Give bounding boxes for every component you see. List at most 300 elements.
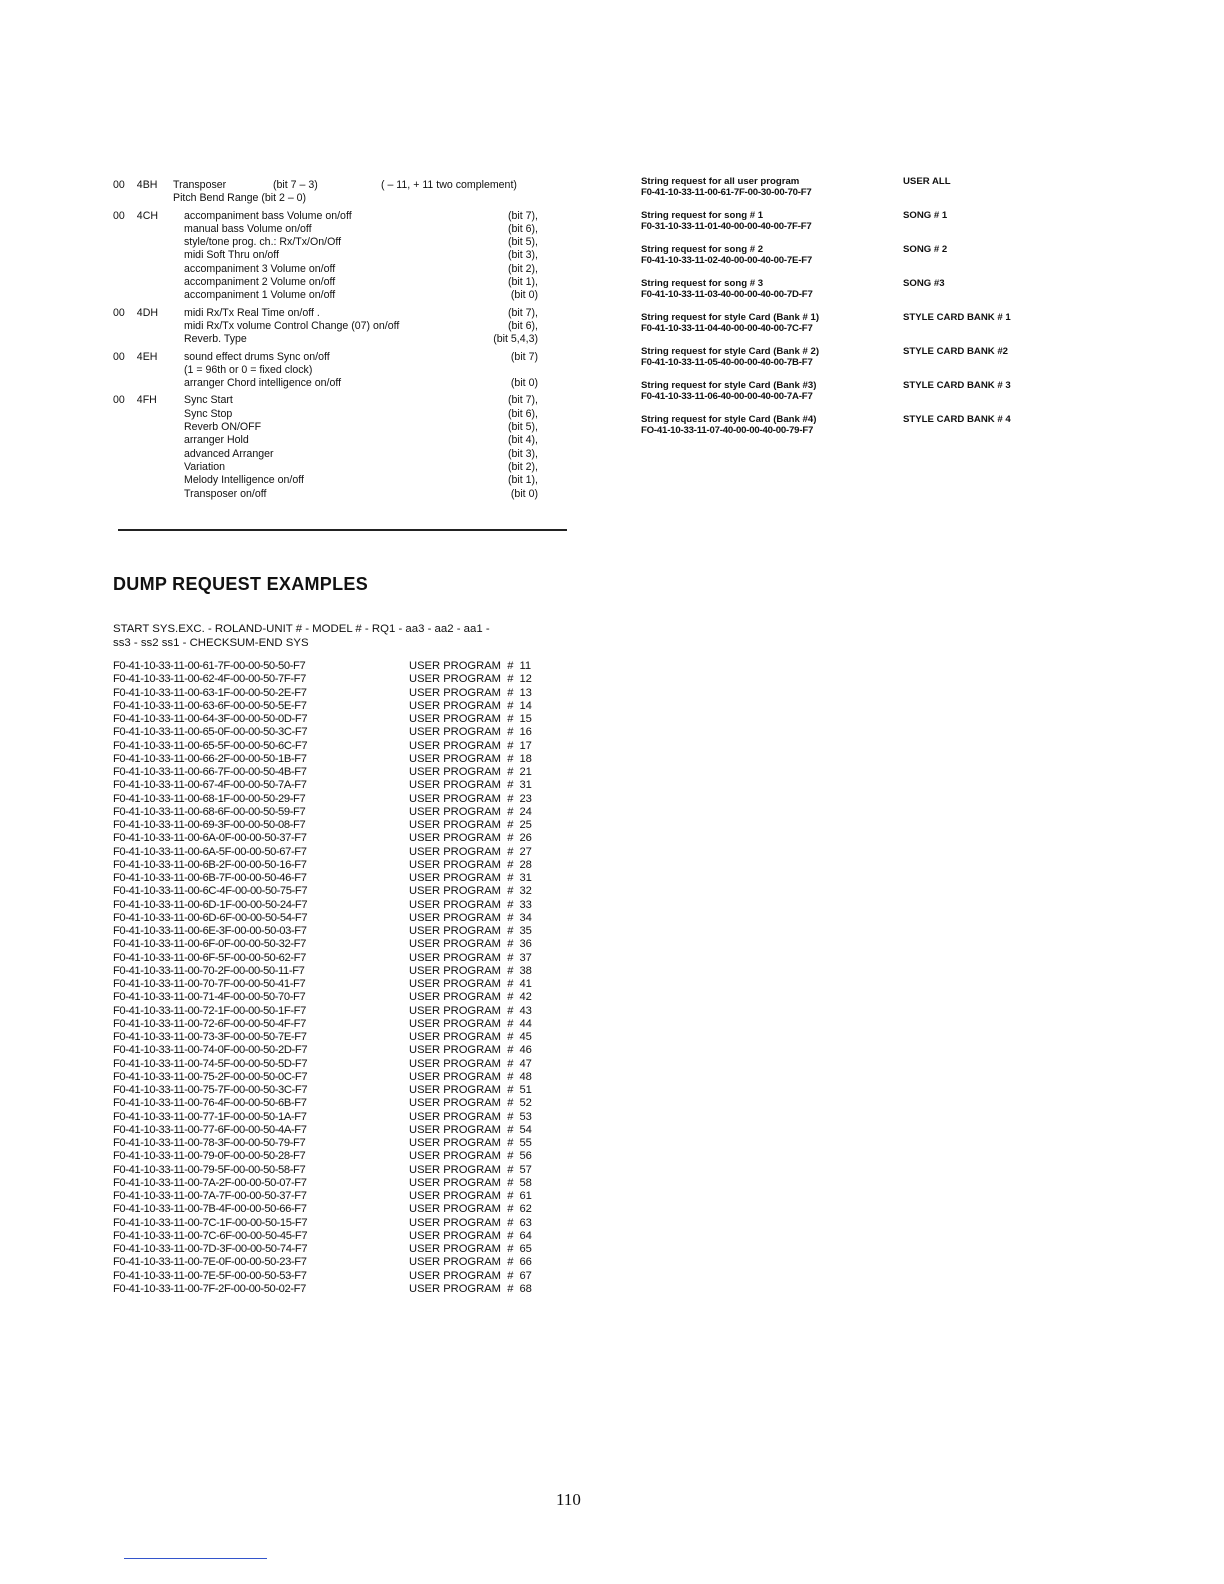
dump-row	[113, 1018, 553, 1031]
dump-row	[113, 1058, 553, 1071]
dump-program-label: USER PROGRAM #	[409, 1256, 514, 1269]
dump-message: F0-41-10-33-11-00-67-4F-00-00-50-7A-F7	[113, 779, 307, 792]
dump-program-number: 43	[519, 1004, 532, 1017]
dump-row	[113, 793, 553, 806]
param-address	[113, 408, 173, 421]
dump-message: F0-41-10-33-11-00-72-1F-00-00-50-1F-F7	[113, 1004, 306, 1017]
dump-program-label: USER PROGRAM #	[409, 819, 514, 831]
dump-message: F0-41-10-33-11-00-7F-2F-00-00-50-02-F7	[113, 1282, 306, 1295]
param-row	[113, 179, 573, 192]
dump-program	[409, 713, 532, 726]
param-bit: (bit 0)	[510, 487, 538, 500]
param-description: Variation	[184, 460, 226, 473]
dump-row	[113, 832, 553, 845]
dump-program-number: 13	[519, 686, 532, 699]
dump-program-number: 25	[519, 819, 532, 831]
dump-program-number: 16	[519, 726, 532, 739]
string-request-item	[641, 312, 1061, 346]
string-request-code: FO-41-10-33-11-07-40-00-00-40-00-79-F7	[641, 425, 814, 436]
dump-message: F0-41-10-33-11-00-6B-7F-00-00-50-46-F7	[113, 872, 307, 884]
dump-message: F0-41-10-33-11-00-65-5F-00-00-50-6C-F7	[113, 739, 308, 752]
param-addr-hi: 00	[113, 306, 125, 319]
dump-message: F0-41-10-33-11-00-75-7F-00-00-50-3C-F7	[113, 1084, 308, 1096]
param-description: accompaniment bass Volume on/off	[184, 209, 352, 222]
param-address	[113, 289, 173, 302]
dump-message: F0-41-10-33-11-00-68-1F-00-00-50-29-F7	[113, 792, 306, 805]
dump-program-number: 47	[519, 1057, 532, 1070]
param-bit: (bit 2),	[507, 262, 538, 275]
param-row	[113, 394, 573, 407]
dump-program-number: 42	[519, 991, 532, 1004]
dump-program	[409, 1084, 532, 1097]
param-address	[113, 448, 173, 461]
dump-program-number: 38	[519, 964, 532, 977]
dump-row	[113, 740, 553, 753]
dump-row	[113, 726, 553, 739]
dump-row	[113, 1150, 553, 1163]
dump-program-number: 33	[519, 898, 532, 911]
dump-row	[113, 1097, 553, 1110]
param-addr-reg: 4DH	[136, 306, 158, 319]
dump-message: F0-41-10-33-11-00-73-3F-00-00-50-7E-F7	[113, 1031, 307, 1043]
dump-program-number: 52	[519, 1097, 532, 1110]
string-request-item	[641, 176, 1061, 210]
dump-program-label: USER PROGRAM #	[409, 713, 514, 725]
dump-program-label: USER PROGRAM #	[409, 1084, 514, 1096]
param-address	[113, 364, 173, 377]
dump-program	[409, 1044, 532, 1057]
dump-row	[113, 700, 553, 713]
dump-message: F0-41-10-33-11-00-79-5F-00-00-50-58-F7	[113, 1163, 306, 1176]
dump-program-number: 57	[519, 1163, 532, 1176]
dump-program-number: 48	[519, 1070, 532, 1083]
dump-program	[409, 1217, 532, 1230]
dump-program-label: USER PROGRAM #	[409, 845, 514, 858]
param-bit: (bit 7),	[507, 306, 538, 319]
param-description: Sync Start	[184, 394, 233, 407]
dump-program-label: USER PROGRAM #	[409, 1044, 514, 1057]
string-request-title: String request for style Card (Bank #3)	[641, 380, 817, 391]
dump-message: F0-41-10-33-11-00-7E-5F-00-00-50-53-F7	[113, 1269, 307, 1282]
dump-program-number: 67	[519, 1269, 532, 1282]
param-row	[113, 421, 573, 434]
dump-program-number: 32	[519, 885, 532, 898]
dump-program	[409, 700, 532, 713]
section-heading: DUMP REQUEST EXAMPLES	[113, 574, 369, 594]
param-description: Reverb. Type	[184, 333, 247, 346]
param-bit: (bit 1),	[507, 474, 538, 487]
dump-row	[113, 885, 553, 898]
param-bit: (bit 6),	[507, 222, 538, 235]
dump-row	[113, 1111, 553, 1124]
dump-program-number: 18	[519, 752, 532, 765]
param-bit: (bit 5),	[507, 236, 538, 249]
param-address	[113, 307, 173, 320]
string-request-label: SONG # 1	[903, 210, 948, 221]
string-request-title: String request for song # 2	[641, 244, 764, 255]
dump-row	[113, 978, 553, 991]
dump-message: F0-41-10-33-11-00-7B-4F-00-00-50-66-F7	[113, 1203, 307, 1216]
param-description: accompaniment 3 Volume on/off	[184, 262, 336, 275]
dump-program-number: 53	[519, 1110, 532, 1123]
dump-program-number: 56	[519, 1150, 532, 1163]
dump-message: F0-41-10-33-11-00-77-1F-00-00-50-1A-F7	[113, 1110, 307, 1123]
dump-message: F0-41-10-33-11-00-7E-0F-00-00-50-23-F7	[113, 1256, 307, 1269]
dump-program	[409, 806, 532, 819]
dump-program-label: USER PROGRAM #	[409, 832, 514, 845]
string-request-item	[641, 244, 1061, 278]
dump-message: F0-41-10-33-11-00-66-7F-00-00-50-4B-F7	[113, 766, 307, 778]
dump-message: F0-41-10-33-11-00-70-7F-00-00-50-41-F7	[113, 978, 306, 990]
dump-row	[113, 687, 553, 700]
dump-row	[113, 859, 553, 872]
dump-row	[113, 660, 553, 673]
param-address	[113, 434, 173, 447]
dump-program	[409, 899, 532, 912]
dump-row	[113, 753, 553, 766]
dump-program-number: 31	[519, 872, 532, 884]
dump-program-label: USER PROGRAM #	[409, 805, 514, 818]
param-address	[113, 263, 173, 276]
dump-row	[113, 1270, 553, 1283]
dump-program	[409, 1243, 532, 1256]
dump-message: F0-41-10-33-11-00-72-6F-00-00-50-4F-F7	[113, 1017, 306, 1030]
dump-program-label: USER PROGRAM #	[409, 964, 514, 977]
string-request-code: F0-41-10-33-11-02-40-00-00-40-00-7E-F7	[641, 255, 813, 266]
dump-row	[113, 806, 553, 819]
dump-program	[409, 1177, 532, 1190]
param-bit: (bit 2),	[507, 460, 538, 473]
dump-row	[113, 952, 553, 965]
dump-row	[113, 938, 553, 951]
dump-program-label: USER PROGRAM #	[409, 1017, 514, 1030]
dump-message: F0-41-10-33-11-00-77-6F-00-00-50-4A-F7	[113, 1123, 307, 1136]
dump-program	[409, 673, 532, 686]
param-description: Reverb ON/OFF	[184, 421, 262, 434]
dump-program-number: 24	[519, 805, 532, 818]
dump-row	[113, 1256, 553, 1269]
dump-program	[409, 1164, 532, 1177]
dump-program-label: USER PROGRAM #	[409, 1004, 514, 1017]
dump-row	[113, 872, 553, 885]
param-description: Sync Stop	[184, 407, 233, 420]
param-bit-range: (bit 7 – 3)	[273, 179, 318, 191]
dump-program	[409, 885, 532, 898]
dump-row	[113, 1190, 553, 1203]
dump-program	[409, 1150, 532, 1163]
param-address	[113, 276, 173, 289]
string-request-label: STYLE CARD BANK #2	[903, 346, 1009, 357]
param-row	[113, 434, 573, 447]
string-request-label: SONG #3	[903, 278, 945, 289]
dump-message: F0-41-10-33-11-00-61-7F-00-00-50-50-F7	[113, 660, 306, 672]
dump-program-number: 12	[519, 673, 532, 686]
dump-program-number: 31	[519, 779, 532, 792]
dump-program-number: 28	[519, 858, 532, 871]
dump-program	[409, 991, 532, 1004]
param-row	[113, 249, 573, 262]
dump-program-number: 61	[519, 1190, 532, 1202]
dump-row	[113, 965, 553, 978]
dump-message: F0-41-10-33-11-00-64-3F-00-00-50-0D-F7	[113, 713, 308, 725]
dump-program-label: USER PROGRAM #	[409, 699, 514, 712]
dump-program	[409, 1018, 532, 1031]
dump-program-number: 41	[519, 978, 532, 990]
param-row	[113, 276, 573, 289]
dump-program-number: 66	[519, 1256, 532, 1269]
string-request-code: F0-41-10-33-11-04-40-00-00-40-00-7C-F7	[641, 323, 813, 334]
param-row	[113, 377, 573, 390]
param-bit: (bit 7),	[507, 209, 538, 222]
string-request-title: String request for style Card (Bank # 1)	[641, 312, 820, 323]
dump-program-label: USER PROGRAM #	[409, 1282, 514, 1295]
dump-message: F0-41-10-33-11-00-70-2F-00-00-50-11-F7	[113, 964, 305, 977]
dump-program-number: 54	[519, 1123, 532, 1136]
param-description: midi Rx/Tx Real Time on/off .	[184, 306, 320, 319]
param-addr-hi: 00	[113, 209, 125, 222]
string-request-item	[641, 210, 1061, 244]
param-row	[113, 289, 573, 302]
dump-row	[113, 1071, 553, 1084]
dump-program-label: USER PROGRAM #	[409, 1031, 514, 1043]
param-addr-reg: 4BH	[136, 179, 158, 191]
dump-program	[409, 1270, 532, 1283]
dump-program	[409, 766, 532, 779]
dump-row	[113, 1217, 553, 1230]
dump-program	[409, 859, 532, 872]
param-address	[113, 474, 173, 487]
dump-message: F0-41-10-33-11-00-6B-2F-00-00-50-16-F7	[113, 858, 307, 871]
param-address	[113, 249, 173, 262]
param-description: Pitch Bend Range (bit 2 – 0)	[173, 192, 307, 205]
param-address	[113, 210, 173, 223]
dump-message: F0-41-10-33-11-00-68-6F-00-00-50-59-F7	[113, 805, 306, 818]
dump-message: F0-41-10-33-11-00-76-4F-00-00-50-6B-F7	[113, 1097, 307, 1110]
param-description: midi Rx/Tx volume Control Change (07) on/off	[184, 319, 400, 332]
param-row	[113, 320, 573, 333]
param-addr-hi: 00	[113, 394, 125, 407]
param-address	[113, 488, 173, 501]
dump-request-list	[113, 660, 553, 1296]
dump-row	[113, 1084, 553, 1097]
dump-program	[409, 1190, 532, 1203]
dump-row	[113, 899, 553, 912]
dump-program-number: 51	[519, 1084, 532, 1096]
param-row	[113, 192, 573, 205]
dump-message: F0-41-10-33-11-00-63-1F-00-00-50-2E-F7	[113, 686, 307, 699]
format-line-2: ss3 - ss2 ss1 - CHECKSUM-END SYS	[113, 637, 309, 649]
param-row	[113, 474, 573, 487]
param-description: arranger Chord intelligence on/off	[184, 377, 342, 390]
string-request-code: F0-31-10-33-11-01-40-00-00-40-00-7F-F7	[641, 221, 812, 232]
dump-program-label: USER PROGRAM #	[409, 1097, 514, 1110]
param-bit: (bit 6),	[507, 407, 538, 420]
dump-program-label: USER PROGRAM #	[409, 792, 514, 805]
string-request-label: SONG # 2	[903, 244, 948, 255]
dump-message: F0-41-10-33-11-00-7A-7F-00-00-50-37-F7	[113, 1190, 307, 1202]
dump-row	[113, 779, 553, 792]
dump-message: F0-41-10-33-11-00-63-6F-00-00-50-5E-F7	[113, 699, 307, 712]
param-bit: (bit 0)	[510, 377, 538, 390]
dump-program-label: USER PROGRAM #	[409, 660, 514, 672]
param-description: accompaniment 2 Volume on/off	[184, 276, 336, 289]
param-row	[113, 448, 573, 461]
dump-program	[409, 1005, 532, 1018]
string-request-item	[641, 380, 1061, 414]
dump-row	[113, 673, 553, 686]
dump-program-label: USER PROGRAM #	[409, 1123, 514, 1136]
dump-program-number: 23	[519, 792, 532, 805]
param-description: (1 = 96th or 0 = fixed clock)	[184, 363, 313, 376]
param-bit: (bit 3),	[507, 447, 538, 460]
param-address	[113, 421, 173, 434]
dump-program-number: 46	[519, 1044, 532, 1057]
dump-program	[409, 1137, 532, 1150]
dump-message: F0-41-10-33-11-00-6D-1F-00-00-50-24-F7	[113, 898, 308, 911]
param-address	[113, 192, 173, 205]
dump-program-label: USER PROGRAM #	[409, 673, 514, 686]
dump-row	[113, 1031, 553, 1044]
param-address	[113, 320, 173, 333]
param-address	[113, 223, 173, 236]
string-request-item	[641, 346, 1061, 380]
dump-program-number: 65	[519, 1243, 532, 1255]
dump-program-label: USER PROGRAM #	[409, 1190, 514, 1202]
string-request-label: USER ALL	[903, 176, 951, 187]
dump-program	[409, 819, 532, 832]
param-addr-hi: 00	[113, 350, 125, 363]
dump-program-label: USER PROGRAM #	[409, 1243, 514, 1255]
dump-row	[113, 1230, 553, 1243]
dump-program-label: USER PROGRAM #	[409, 1137, 514, 1149]
string-request-item	[641, 278, 1061, 312]
param-row	[113, 461, 573, 474]
dump-program-label: USER PROGRAM #	[409, 686, 514, 699]
dump-program-label: USER PROGRAM #	[409, 1229, 514, 1242]
string-request-label: STYLE CARD BANK # 4	[903, 414, 1011, 425]
param-addr-reg: 4FH	[136, 394, 157, 407]
dump-row	[113, 1283, 553, 1296]
dump-program-label: USER PROGRAM #	[409, 858, 514, 871]
dump-program-label: USER PROGRAM #	[409, 1269, 514, 1282]
param-row	[113, 364, 573, 377]
param-row	[113, 333, 573, 346]
dump-program-number: 58	[519, 1176, 532, 1189]
param-description: Transposer on/off	[184, 487, 267, 500]
param-row	[113, 223, 573, 236]
dump-program-label: USER PROGRAM #	[409, 752, 514, 765]
dump-program-number: 14	[519, 699, 532, 712]
dump-program-label: USER PROGRAM #	[409, 1176, 514, 1189]
dump-program	[409, 740, 532, 753]
param-description: Transposer	[173, 179, 227, 191]
param-bit: (bit 7),	[507, 394, 538, 407]
string-request-list	[641, 176, 1061, 448]
string-request-title: String request for song # 1	[641, 210, 764, 221]
param-bit: (bit 1),	[507, 276, 538, 289]
dump-message: F0-41-10-33-11-00-62-4F-00-00-50-7F-F7	[113, 673, 306, 686]
section-divider	[118, 529, 567, 531]
dump-row	[113, 1124, 553, 1137]
dump-program	[409, 660, 531, 673]
dump-program	[409, 846, 532, 859]
string-request-title: String request for song # 3	[641, 278, 764, 289]
dump-program	[409, 938, 532, 951]
string-request-title: String request for all user program	[641, 176, 800, 187]
dump-program	[409, 687, 532, 700]
dump-program	[409, 912, 532, 925]
dump-program-number: 62	[519, 1203, 532, 1216]
string-request-item	[641, 414, 1061, 448]
dump-row	[113, 1243, 553, 1256]
string-request-title: String request for style Card (Bank # 2)	[641, 346, 820, 357]
dump-program-label: USER PROGRAM #	[409, 1070, 514, 1083]
dump-program-number: 55	[519, 1137, 532, 1149]
dump-message: F0-41-10-33-11-00-7C-1F-00-00-50-15-F7	[113, 1216, 308, 1229]
dump-program	[409, 952, 532, 965]
dump-message: F0-41-10-33-11-00-79-0F-00-00-50-28-F7	[113, 1150, 306, 1163]
dump-program-label: USER PROGRAM #	[409, 951, 514, 964]
dump-program	[409, 1097, 532, 1110]
dump-program-number: 15	[519, 713, 532, 725]
dump-program	[409, 1283, 532, 1296]
param-bit: (bit 4),	[507, 434, 538, 447]
dump-message: F0-41-10-33-11-00-6E-3F-00-00-50-03-F7	[113, 925, 307, 937]
footer-rule	[124, 1558, 267, 1559]
dump-program-number: 36	[519, 938, 532, 951]
param-bit: (bit 0)	[510, 289, 538, 302]
param-row	[113, 488, 573, 501]
dump-program	[409, 1031, 532, 1044]
dump-row	[113, 1044, 553, 1057]
dump-program-number: 26	[519, 832, 532, 845]
param-row	[113, 408, 573, 421]
dump-program-label: USER PROGRAM #	[409, 779, 514, 792]
dump-message: F0-41-10-33-11-00-6A-5F-00-00-50-67-F7	[113, 845, 307, 858]
page-number: 110	[556, 1490, 581, 1509]
string-request-title: String request for style Card (Bank #4)	[641, 414, 817, 425]
dump-program-number: 37	[519, 951, 532, 964]
dump-program-label: USER PROGRAM #	[409, 739, 514, 752]
param-row	[113, 263, 573, 276]
dump-program	[409, 753, 532, 766]
param-address	[113, 394, 173, 407]
param-bit: (bit 7)	[510, 350, 538, 363]
dump-program-number: 21	[519, 766, 532, 778]
param-row	[113, 307, 573, 320]
dump-program-label: USER PROGRAM #	[409, 1110, 514, 1123]
param-address	[113, 179, 173, 192]
dump-row	[113, 846, 553, 859]
param-description: Melody Intelligence on/off	[184, 474, 304, 487]
dump-program-label: USER PROGRAM #	[409, 1163, 514, 1176]
param-description: accompaniment 1 Volume on/off	[184, 289, 336, 302]
dump-program	[409, 1058, 532, 1071]
param-description: sound effect drums Sync on/off	[184, 350, 330, 363]
dump-message: F0-41-10-33-11-00-74-5F-00-00-50-5D-F7	[113, 1057, 308, 1070]
param-description: midi Soft Thru on/off	[184, 249, 280, 262]
dump-program	[409, 726, 532, 739]
dump-program-label: USER PROGRAM #	[409, 872, 514, 884]
dump-message: F0-41-10-33-11-00-6F-5F-00-00-50-62-F7	[113, 951, 306, 964]
dump-message: F0-41-10-33-11-00-6F-0F-00-00-50-32-F7	[113, 938, 306, 951]
param-row	[113, 351, 573, 364]
param-address	[113, 377, 173, 390]
string-request-label: STYLE CARD BANK # 1	[903, 312, 1011, 323]
dump-row	[113, 819, 553, 832]
dump-program-number: 11	[519, 660, 532, 672]
dump-program-number: 27	[519, 845, 532, 858]
